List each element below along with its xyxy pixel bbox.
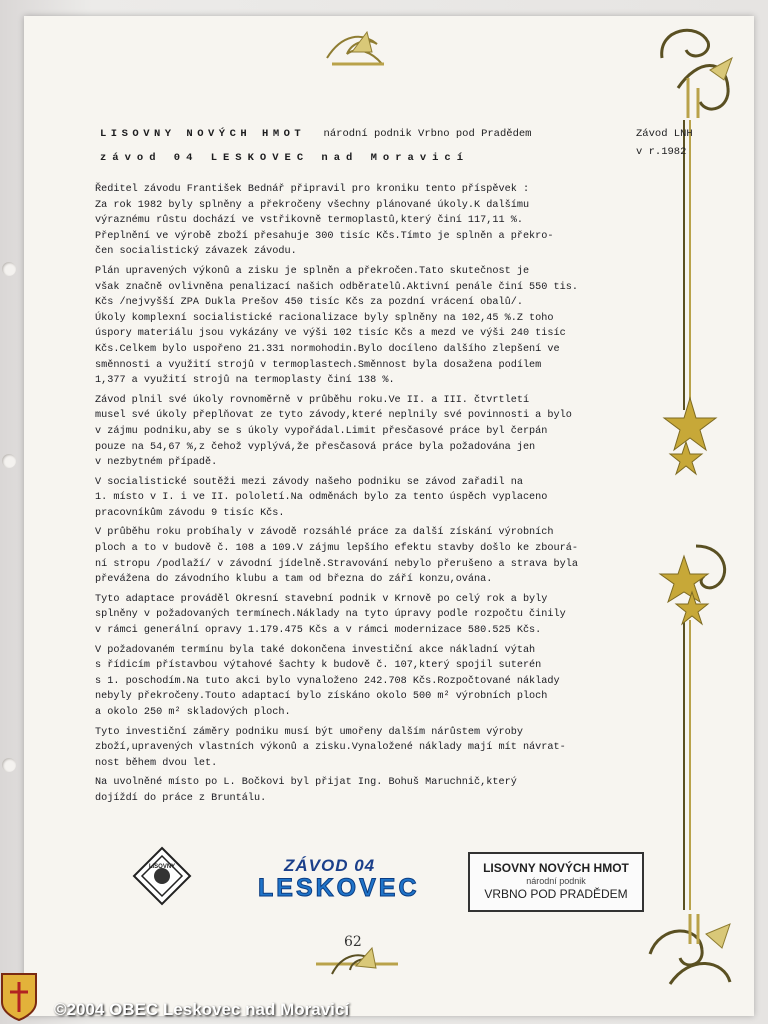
text-line: nebyly překročeny.Touto adaptací bylo získáno okolo 500 m² výrobních ploch xyxy=(95,691,548,703)
text-line: ploch a to v budově č. 108 a 109.V zájmu lepšího efektu stavby došlo ke zbourá- xyxy=(95,543,578,555)
text-line: Úkoly komplexní socialistické racionalizace byly splněny na 102,45 %.Z toho xyxy=(95,312,554,324)
text-line: s řídicím přístavbou výtahové šachty k budově č. 107,který spojil suterén xyxy=(95,660,542,672)
ornament-corner-top-icon xyxy=(648,18,738,128)
binder-hole xyxy=(2,262,16,276)
company-subtitle: národní podnik Vrbno pod Pradědem xyxy=(323,128,532,140)
copyright-notice: ©2004 OBEC Leskovec nad Moravicí xyxy=(54,1000,350,1019)
text-line: 1,377 a využití strojů na termoplasty činí 138 %. xyxy=(95,375,395,387)
binder-hole xyxy=(2,758,16,772)
text-line: Kčs.Celkem bylo uspořeno 21.331 normohodin.Bylo docíleno dalšího zlepšení ve xyxy=(95,343,560,355)
text-line: Tyto adaptace prováděl Okresní stavební podnik v Krnově po celý rok a byly xyxy=(95,593,548,605)
year-label: v r.1982 xyxy=(636,146,687,158)
logo-text: LISOVNY xyxy=(148,864,176,870)
text-line: Kčs /nejvyšší ZPA Dukla Prešov 450 tisíc Kčs za pozdní vrácení obalů/. xyxy=(95,297,523,309)
binder-hole xyxy=(2,454,16,468)
plant-stamp-title: ZÁVOD 04 xyxy=(284,856,376,875)
chronicle-text xyxy=(95,182,655,807)
text-line: 1. místo v I. i ve II. pololetí.Na odměnách bylo za tento úspěch vyplaceno xyxy=(95,492,548,504)
text-line: Plán upravených výkonů a zisku je splněn a překročen.Tato skutečnost je xyxy=(95,265,530,277)
text-line: Za rok 1982 byly splněny a překročeny všechny plánované úkoly.K dalšímu xyxy=(95,199,530,211)
ornament-bottom-icon xyxy=(312,944,402,984)
star-ornament-icon xyxy=(656,396,726,486)
village-crest-icon xyxy=(0,972,38,1022)
star-ornament-icon xyxy=(656,536,736,626)
text-line: Na uvolněné místo po L. Bočkovi byl přijat Ing. Bohuš Maruchnič,který xyxy=(95,777,517,789)
text-line: převážena do závodního klubu a tam od března do září konzu,ována. xyxy=(95,574,493,586)
text-line: pouze na 54,67 %,z čehož vyplývá,že přesčasová práce byla požadována jen xyxy=(95,441,536,453)
text-line: ní stropu /podlaží/ v závodní jídelně.Stravování nebylo přerušeno a strava byla xyxy=(95,558,578,570)
text-line: v nezbytném případě. xyxy=(95,457,218,469)
text-line: V socialistické soutěži mezi závody našeho podniku se závod zařadil na xyxy=(95,476,523,488)
text-line: Tyto investiční záměry podniku musí být umořeny dalším nárůstem výroby xyxy=(95,726,523,738)
text-line: v zájmu podniku,aby se s úkoly vypořádal.Limit přesčasové práce byl čerpán xyxy=(95,425,548,437)
label-city: VRBNO POD PRADĚDEM xyxy=(484,887,628,901)
text-line: dojíždí do práce z Bruntálu. xyxy=(95,792,267,804)
text-line: s 1. poschodím.Na tuto akci bylo vynaloženo 242.708 Kčs.Rozpočtované náklady xyxy=(95,675,560,687)
company-logo-icon xyxy=(132,846,192,906)
text-line: pracovníkům závodu 9 tisíc Kčs. xyxy=(95,507,285,519)
text-line: výraznému růstu dochází ve vstřikovně termoplastů,který činí 117,11 %. xyxy=(95,215,523,227)
text-line: v rámci generální opravy 1.179.475 Kčs a v rámci modernizace 580.525 Kčs. xyxy=(95,625,542,637)
label-subtitle: národní podnik xyxy=(526,876,586,886)
text-line: nost během dvou let. xyxy=(95,757,218,769)
text-line: směnnosti a využití strojů v termoplastech.Směnnost byla dosažena podílem xyxy=(95,359,542,371)
text-line: Ředitel závodu František Bednář připravil pro kroniku tento příspěvek : xyxy=(95,184,530,195)
text-line: V průběhu roku probíhaly v závodě rozsáhlé práce za další získání výrobních xyxy=(95,527,554,539)
company-name: LISOVNY NOVÝCH HMOT xyxy=(100,128,306,140)
text-line: Přeplnění ve výrobě zboží přesahuje 300 tisíc Kčs.Tímto je splněn a překro- xyxy=(95,230,554,242)
page-number: 62 xyxy=(344,934,362,950)
label-title: LISOVNY NOVÝCH HMOT xyxy=(483,861,629,875)
ornament-top-icon xyxy=(322,24,392,72)
border-right-icon xyxy=(676,120,706,920)
ornament-corner-bottom-icon xyxy=(640,904,740,994)
text-line: V požadovaném termínu byla také dokončena investiční akce nákladní výtah xyxy=(95,644,536,656)
text-line: čen socialistický závazek závodu. xyxy=(95,246,297,258)
text-line: Závod plnil své úkoly rovnoměrně v průběhu roku.Ve II. a III. čtvrtletí xyxy=(95,394,530,406)
text-line: však značně ovlivněna penalizací našich odběratelů.Aktivní penále činí 550 tis. xyxy=(95,281,578,293)
text-line: musel své úkoly přeplňovat ze tyto závody,které neplnily své povinnosti a bylo xyxy=(95,410,572,422)
plant-stamp-name: LESKOVEC xyxy=(258,874,420,902)
plant-name: závod 04 LESKOVEC nad Moravicí xyxy=(100,152,470,164)
text-line: zboží,upravených vlastních výkonů a zisku.Vynaložené náklady mají mít návrat- xyxy=(95,742,566,754)
text-line: a okolo 250 m² skladových ploch. xyxy=(95,707,291,718)
text-line: splněny v požadovaných termínech.Náklady na tyto úpravy podle rozpočtu činily xyxy=(95,609,566,621)
text-line: úspory materiálu jsou vykázány ve výši 102 tisíc Kčs a mezd ve výši 240 tisíc xyxy=(95,328,566,340)
company-label xyxy=(468,852,644,912)
plant-code: Závod LNH xyxy=(636,128,693,140)
